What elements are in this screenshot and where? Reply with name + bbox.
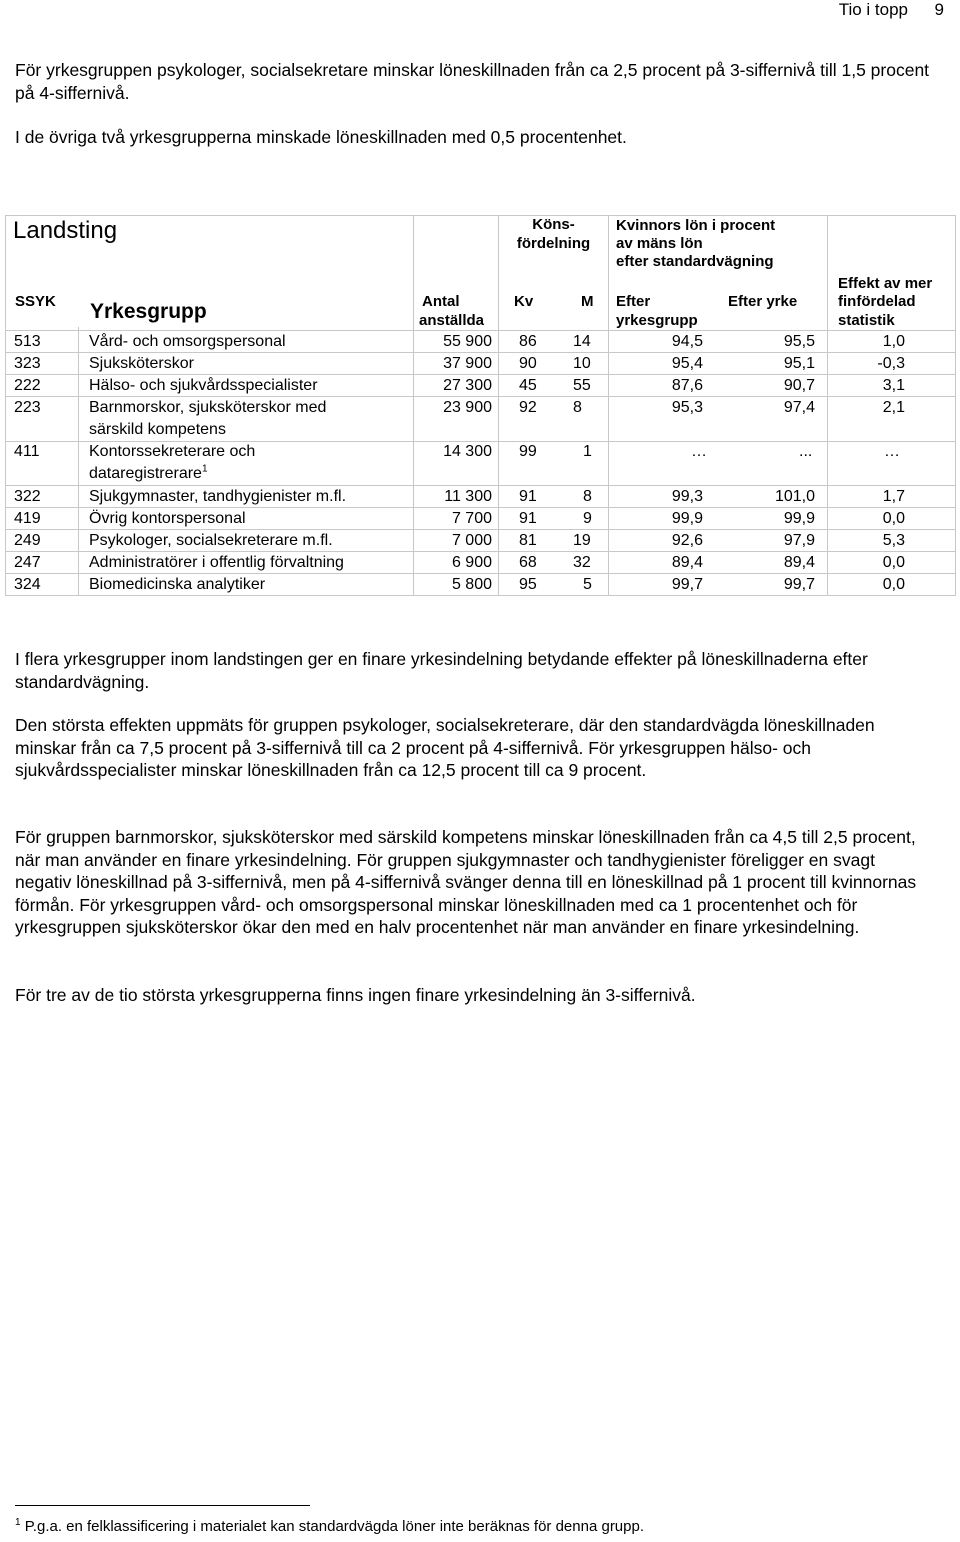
- section-title: Tio i topp: [838, 0, 908, 19]
- table-title: Landsting: [13, 217, 118, 244]
- header-efter: Efter: [616, 293, 651, 310]
- cell-effect: 3,1: [882, 377, 905, 394]
- cell-employees: 7 700: [451, 510, 492, 527]
- cell-employees: 6 900: [451, 554, 492, 571]
- cell-employees: 37 900: [443, 355, 492, 372]
- cell-m: 1: [583, 443, 592, 460]
- cell-after-group: 99,9: [671, 510, 703, 527]
- cell-kv: 91: [519, 488, 537, 505]
- header-efter-yrke: Efter yrke: [728, 293, 798, 310]
- cell-group-text: dataregistrerare: [89, 465, 202, 482]
- cell-employees: 14 300: [443, 443, 492, 460]
- body-paragraph-2: Den största effekten uppmäts för gruppen psykologer, socialsekreterare, där den standardvägda löneskillnaden minskar från ca 7,5 procent på 3-siffernivå till ca 2 procent på 4-siffernivå. För yrkesgruppen hälso- och sjukvårdsspecialister minskar löneskillnaden från ca 12,5 procent till ca 9 procent.: [15, 715, 875, 780]
- cell-ssyk: 223: [14, 399, 41, 416]
- cell-kv: 68: [519, 554, 537, 571]
- cell-m: 55: [573, 377, 591, 394]
- cell-group: Administratörer i offentlig förvaltning: [89, 554, 344, 571]
- cell-m: 8: [573, 399, 582, 416]
- cell-kv: 86: [519, 333, 537, 350]
- cell-kv: 45: [519, 377, 537, 394]
- cell-group-line-2: särskild kompetens: [89, 421, 226, 438]
- cell-after-occupation: 89,4: [783, 554, 815, 571]
- cell-kv: 99: [519, 443, 537, 460]
- cell-ssyk: 324: [14, 576, 41, 593]
- cell-after-occupation: 97,9: [783, 532, 815, 549]
- cell-employees: 5 800: [451, 576, 492, 593]
- header-yrkesgrupp: Yrkesgrupp: [90, 300, 207, 323]
- cell-after-occupation: 97,4: [783, 399, 815, 416]
- cell-employees: 27 300: [443, 377, 492, 394]
- body-paragraph-3: För gruppen barnmorskor, sjuksköterskor med särskild kompetens minskar löneskillnaden från ca 4,5 till 2,5 procent, när man använder en finare yrkesindelning. För gruppen sjukgymnaster och tandhygienister föreligger en svagt negativ löneskillnad på 3-siffernivå, men på 4-siffernivå svänger denna till en löneskillnad på 1 procent till kvinnornas förmån. För yrkesgruppen vård- och omsorgspersonal minskar löneskillnaden med ca 1 procentenhet och för yrkesgruppen sjuksköterskor ökar den med en halv procentenhet när man använder en finare yrkesindelning.: [15, 827, 917, 937]
- cell-m: 8: [583, 488, 592, 505]
- cell-after-group: 99,3: [671, 488, 703, 505]
- footnote-separator: [15, 1505, 310, 1506]
- cell-kv: 90: [519, 355, 537, 372]
- intro-paragraph-2: I de övriga två yrkesgrupperna minskade löneskillnaden med 0,5 procentenhet.: [15, 127, 627, 147]
- cell-m: 5: [583, 576, 592, 593]
- cell-employees: 7 000: [451, 532, 492, 549]
- footnote-text: P.g.a. en felklassificering i materialet kan standardvägda löner inte beräknas för denna grupp.: [24, 1518, 645, 1535]
- cell-effect: -0,3: [877, 355, 905, 372]
- cell-group: Sjuksköterskor: [89, 355, 194, 372]
- cell-group: Kontorssekreterare och: [89, 443, 256, 460]
- header-anstallda: anställda: [419, 312, 485, 329]
- cell-after-occupation: 95,5: [783, 333, 815, 350]
- cell-after-group: 92,6: [671, 532, 703, 549]
- landsting-table: [5, 215, 956, 596]
- cell-ssyk: 513: [14, 333, 41, 350]
- cell-after-group: 89,4: [671, 554, 703, 571]
- footnote-marker: 1: [15, 1517, 21, 1528]
- cell-group: Övrig kontorspersonal: [89, 510, 246, 527]
- header-effekt-1: Effekt av mer: [838, 275, 933, 292]
- cell-effect: 1,0: [882, 333, 905, 350]
- cell-m: 10: [573, 355, 591, 372]
- cell-after-group: 99,7: [671, 576, 703, 593]
- cell-effect: 2,1: [882, 399, 905, 416]
- cell-m: 9: [583, 510, 592, 527]
- cell-group: Psykologer, socialsekreterare m.fl.: [89, 532, 333, 549]
- cell-ssyk: 419: [14, 510, 41, 527]
- body-paragraph-1: I flera yrkesgrupper inom landstingen ger en finare yrkesindelning betydande effekter på löneskillnaderna efter standardvägning.: [15, 649, 868, 692]
- cell-effect: 0,0: [882, 554, 905, 571]
- cell-effect: …: [884, 443, 900, 460]
- cell-employees: 23 900: [443, 399, 492, 416]
- header-effekt-3: statistik: [838, 312, 895, 329]
- cell-ssyk: 323: [14, 355, 41, 372]
- header-yrkesgrupp-col: yrkesgrupp: [616, 312, 698, 329]
- cell-after-occupation: 99,7: [783, 576, 815, 593]
- cell-after-group: 95,3: [671, 399, 703, 416]
- cell-after-occupation: ...: [799, 443, 813, 460]
- cell-group: Sjukgymnaster, tandhygienister m.fl.: [89, 488, 347, 505]
- cell-ssyk: 247: [14, 554, 41, 571]
- cell-after-occupation: 99,9: [783, 510, 815, 527]
- cell-kv: 81: [519, 532, 537, 549]
- intro-paragraph-1: För yrkesgruppen psykologer, socialsekretare minskar löneskillnaden från ca 2,5 procent på 3-siffernivå till 1,5 procent på 4-siffernivå.: [15, 60, 930, 103]
- cell-after-group: 87,6: [671, 377, 703, 394]
- header-ssyk: SSYK: [15, 293, 56, 310]
- cell-ssyk: 411: [14, 443, 40, 460]
- footnote-ref: 1: [201, 463, 208, 475]
- cell-employees: 11 300: [444, 488, 492, 505]
- cell-group: Barnmorskor, sjuksköterskor med: [89, 399, 327, 416]
- cell-after-group: …: [691, 443, 707, 460]
- header-womens-pay-1: Kvinnors lön i procent: [616, 217, 776, 234]
- cell-kv: 92: [519, 399, 537, 416]
- cell-group: Biomedicinska analytiker: [89, 576, 266, 593]
- cell-m: 14: [573, 333, 591, 350]
- cell-after-occupation: 90,7: [783, 377, 815, 394]
- cell-after-group: 95,4: [671, 355, 703, 372]
- cell-after-occupation: 95,1: [783, 355, 815, 372]
- header-kons: Köns-: [532, 216, 575, 233]
- header-antal: Antal: [422, 293, 460, 310]
- cell-effect: 0,0: [882, 510, 905, 527]
- cell-ssyk: 322: [14, 488, 41, 505]
- page-number: 9: [934, 0, 944, 19]
- footnote: [15, 1518, 644, 1535]
- cell-employees: 55 900: [443, 333, 492, 350]
- header-kv: Kv: [514, 293, 534, 310]
- header-m: M: [581, 293, 594, 310]
- cell-ssyk: 222: [14, 377, 41, 394]
- cell-group: Vård- och omsorgspersonal: [89, 333, 286, 350]
- cell-m: 32: [573, 554, 591, 571]
- cell-m: 19: [573, 532, 591, 549]
- cell-ssyk: 249: [14, 532, 41, 549]
- body-paragraph-4: För tre av de tio största yrkesgrupperna finns ingen finare yrkesindelning än 3-siffernivå.: [15, 985, 696, 1005]
- cell-after-group: 94,5: [671, 333, 703, 350]
- cell-effect: 5,3: [882, 532, 905, 549]
- header-effekt-2: finfördelad: [838, 293, 916, 310]
- header-womens-pay-2: av mäns lön: [616, 235, 703, 252]
- cell-effect: 0,0: [882, 576, 905, 593]
- cell-kv: 95: [519, 576, 537, 593]
- header-womens-pay-3: efter standardvägning: [616, 253, 774, 270]
- cell-after-occupation: 101,0: [774, 488, 815, 505]
- cell-kv: 91: [519, 510, 537, 527]
- header-fordelning: fördelning: [516, 235, 591, 252]
- cell-group-line-2: [89, 465, 208, 483]
- cell-effect: 1,7: [882, 488, 905, 505]
- cell-group: Hälso- och sjukvårdsspecialister: [89, 377, 318, 394]
